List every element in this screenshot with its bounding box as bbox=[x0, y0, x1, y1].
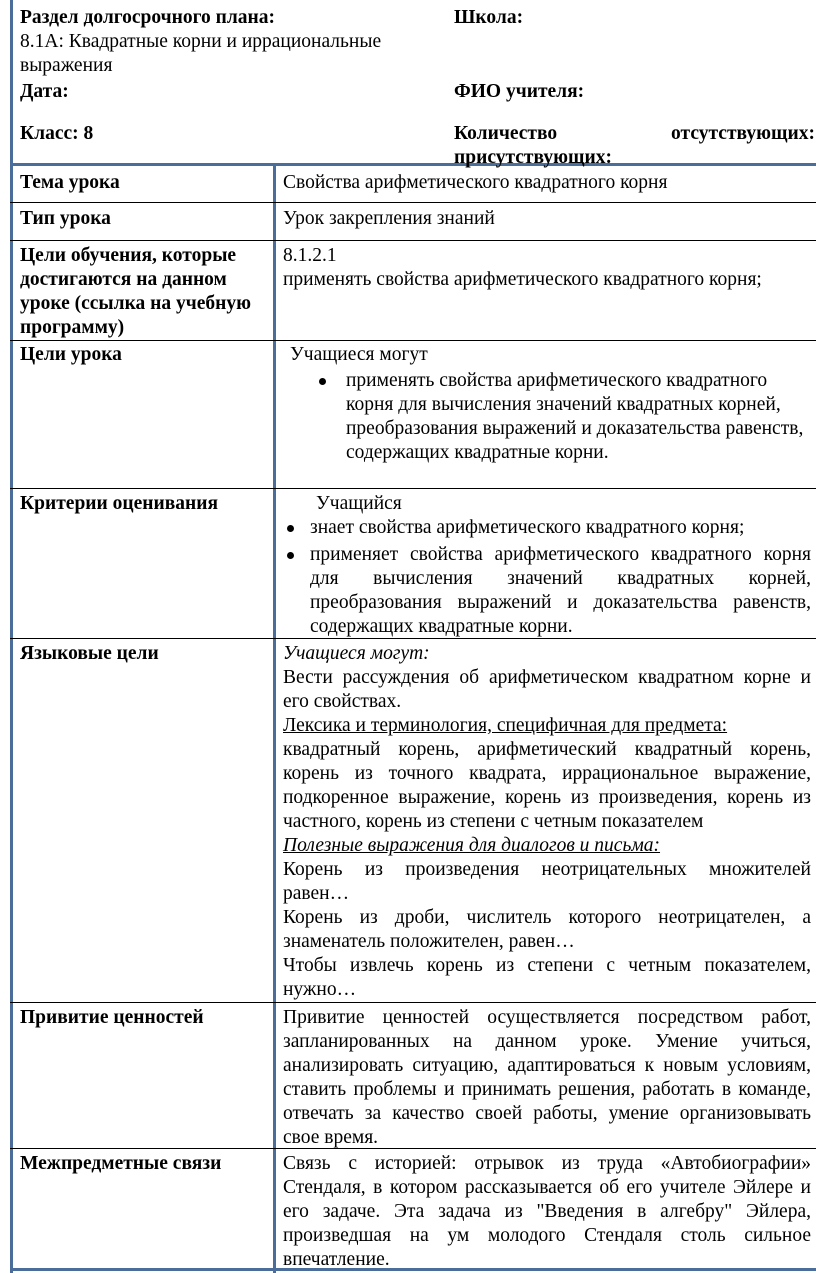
header-section bbox=[20, 6, 816, 168]
values-label: Привитие ценностей bbox=[20, 1007, 204, 1028]
students-can: Учащиеся могут: bbox=[283, 643, 430, 664]
lesson-type-value: Урок закрепления знаний bbox=[283, 208, 495, 229]
vocab-heading: Лексика и терминология, специфичная для предмета: bbox=[283, 715, 728, 736]
absent-label-2: отсутствующих: bbox=[671, 123, 815, 144]
assessment-criteria-list bbox=[283, 516, 811, 639]
interdisciplinary-text: Связь с историей: отрывок из труда «Автобиографии» Стендаля, в котором рассказывается об его учителе Эйлере и его задаче. Эта задача из "Введения в алгебру" Эйлера, произведшая на ум молодого Стендаля столь сильное впечатление. bbox=[283, 1153, 811, 1270]
present-label: присутствующих: bbox=[454, 147, 612, 168]
phrases-heading: Полезные выражения для диалогов и письма: bbox=[283, 835, 661, 856]
lesson-type-label: Тип урока bbox=[20, 208, 111, 229]
lesson-plan-page bbox=[10, 0, 816, 1273]
reasoning-text: Вести рассуждения об арифметическом квадратном корне и его свойствах. bbox=[283, 667, 811, 712]
absent-count bbox=[454, 122, 815, 146]
assessment-criteria-intro: Учащийся bbox=[316, 493, 402, 514]
learning-objectives-code: 8.1.2.1 bbox=[283, 245, 337, 266]
row-separator bbox=[10, 202, 816, 203]
teacher-label: ФИО учителя: bbox=[454, 81, 585, 102]
row-separator bbox=[10, 240, 816, 241]
list-item: знает свойства арифметического квадратного корня; bbox=[283, 516, 811, 540]
phrase-item: Чтобы извлечь корень из степени с четным показателем, нужно… bbox=[283, 955, 811, 1000]
row-separator bbox=[10, 1002, 816, 1003]
lesson-goals-list bbox=[290, 369, 810, 465]
topic-label: Тема урока bbox=[20, 172, 120, 193]
list-item: применяет свойства арифметического квадратного корня для вычисления значений квадратных корней, преобразования выражений и доказательства равенств, содержащих квадратные корни. bbox=[283, 543, 811, 639]
list-item: применять свойства арифметического квадратного корня для вычисления значений квадратных корней, преобразования выражений и доказательства равенств, содержащих квадратные корни. bbox=[290, 369, 810, 465]
header-bottom-border bbox=[10, 163, 816, 166]
phrase-item: Корень из произведения неотрицательных множителей равен… bbox=[283, 859, 811, 904]
absent-label-1: Количество bbox=[454, 123, 558, 144]
learning-objectives-value: применять свойства арифметического квадратного корня; bbox=[283, 269, 762, 290]
lesson-goals-intro: Учащиеся могут bbox=[290, 344, 428, 365]
phrase-item: Корень из дроби, числитель которого неотрицателен, а знаменатель положителен, равен… bbox=[283, 907, 811, 952]
row-separator bbox=[10, 340, 816, 341]
class-label: Класс: 8 bbox=[20, 123, 94, 144]
table-left-border bbox=[10, 0, 13, 1273]
section-value: 8.1А: Квадратные корни и иррациональные выражения bbox=[20, 31, 382, 76]
language-goals-label: Языковые цели bbox=[20, 643, 159, 664]
interdisciplinary-label: Межпредметные связи bbox=[20, 1153, 222, 1174]
table-divider bbox=[273, 166, 276, 1273]
lesson-goals-label: Цели урока bbox=[20, 344, 122, 365]
date-label: Дата: bbox=[20, 81, 69, 102]
vocab-text: квадратный корень, арифметический квадратный корень, корень из точного квадрата, иррациональное выражение, подкоренное выражение, корень из произведения, корень из частного, корень из степени с четным показателем bbox=[283, 739, 811, 832]
school-label: Школа: bbox=[454, 7, 524, 28]
row-separator bbox=[10, 488, 816, 489]
assessment-criteria-label: Критерии оценивания bbox=[20, 493, 219, 514]
topic-value: Свойства арифметического квадратного корня bbox=[283, 172, 668, 193]
section-label: Раздел долгосрочного плана: bbox=[20, 7, 276, 28]
values-text: Привитие ценностей осуществляется посредством работ, запланированных на данном уроке. Умение учиться, анализировать ситуацию, адаптироваться к новым условиям, ставить проблемы и принимать решения, работать в команде, отвечать за качество своей работы, умение организовывать свое время. bbox=[283, 1007, 811, 1148]
learning-objectives-label: Цели обучения, которые достигаются на данном уроке (ссылка на учебную программу) bbox=[20, 245, 252, 338]
language-goals-content bbox=[283, 642, 811, 1002]
